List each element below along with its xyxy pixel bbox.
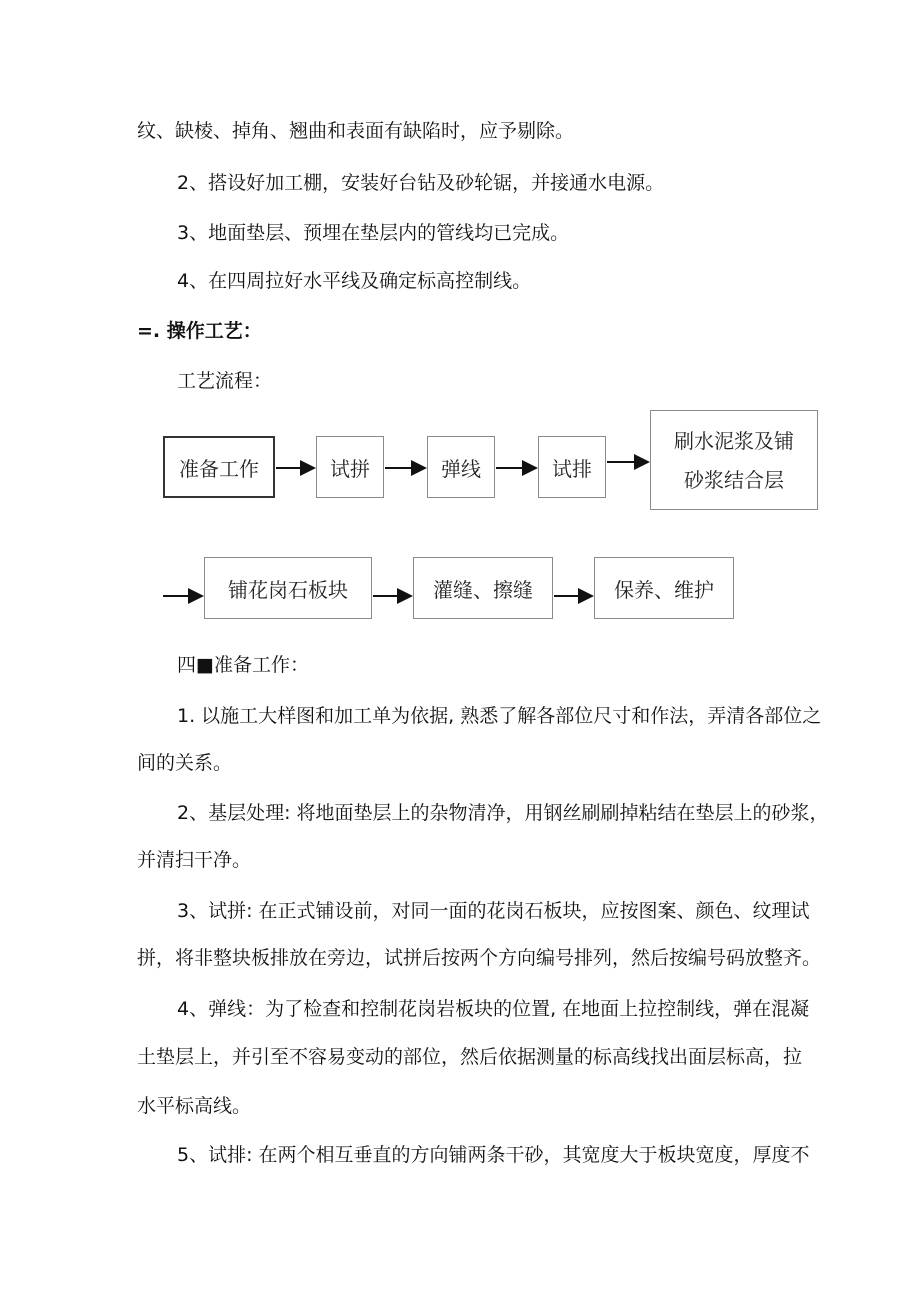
flow-title: 工艺流程： (177, 370, 273, 392)
paragraph-line: 1. 以施工大样图和加工单为依据, 熟悉了解各部位尺寸和作法，弄清各部位之 (177, 705, 822, 727)
flow-step-prepare: 准备工作 (163, 436, 275, 498)
flow-step-trial-fit: 试拼 (316, 436, 384, 498)
flow-step-cement-mortar (650, 410, 818, 510)
list-item: 2、搭设好加工棚，安装好台钻及砂轮锯，并接通水电源。 (177, 172, 665, 194)
paragraph-line: 拼，将非整块板排放在旁边，试拼后按两个方向编号排列，然后按编号码放整齐。 (137, 947, 822, 969)
paragraph-line: 2、基层处理: 将地面垫层上的杂物清净，用钢丝刷刷掉粘结在垫层上的砂浆， (177, 802, 829, 824)
paragraph-line: 5、试排: 在两个相互垂直的方向铺两条干砂，其宽度大于板块宽度，厚度不 (177, 1144, 810, 1166)
flow-step-trial-layout: 试排 (538, 436, 606, 498)
flow-step-text: 刷水泥浆及铺 (674, 428, 794, 453)
paragraph-line: 水平标高线。 (137, 1095, 252, 1117)
section-heading: =. 操作工艺： (137, 320, 262, 342)
flow-step-lay-granite: 铺花岗石板块 (204, 557, 372, 619)
paragraph-line: 并清扫干净。 (137, 849, 252, 871)
list-item: 4、在四周拉好水平线及确定标高控制线。 (177, 270, 532, 292)
section-heading: 四■准备工作： (177, 654, 309, 676)
paragraph-line: 3、试拼: 在正式铺设前，对同一面的花岗石板块，应按图案、颜色、纹理试 (177, 900, 810, 922)
flow-step-text: 砂浆结合层 (684, 467, 784, 492)
paragraph-line: 4、弹线：为了检查和控制花岗岩板块的位置, 在地面上拉控制线，弹在混凝 (177, 998, 810, 1020)
paragraph-line: 土垫层上，并引至不容易变动的部位，然后依据测量的标高线找出面层标高，拉 (137, 1046, 803, 1068)
flow-step-maintain: 保养、维护 (594, 557, 734, 619)
text-line: 纹、缺棱、掉角、翘曲和表面有缺陷时，应予剔除。 (137, 120, 575, 142)
flow-step-grout: 灌缝、擦缝 (413, 557, 553, 619)
list-item: 3、地面垫层、预埋在垫层内的管线均已完成。 (177, 222, 570, 244)
flow-step-snap-line: 弹线 (427, 436, 495, 498)
paragraph-line: 间的关系。 (137, 752, 233, 774)
